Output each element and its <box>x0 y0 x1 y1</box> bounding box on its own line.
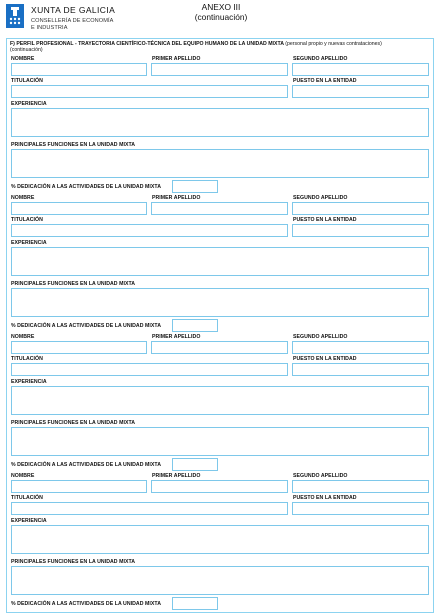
segundo-apellido-field[interactable] <box>292 341 429 354</box>
annex-title: ANEXO III <box>201 2 241 12</box>
nombre-field[interactable] <box>11 341 147 354</box>
person-block-1 <box>0 56 439 206</box>
section-title-text: F) PERFIL PROFESIONAL - TRAYECTORIA CIENTÍFICO-TÉCNICA DEL EQUIPO HUMANO DE LA UNIDAD MIXTA <box>10 41 284 47</box>
label-segundo-apellido: SEGUNDO APELLIDO <box>293 56 348 62</box>
annex-heading <box>185 3 257 22</box>
label-experiencia: EXPERIENCIA <box>11 518 47 524</box>
nombre-field[interactable] <box>11 63 147 76</box>
titulacion-field[interactable] <box>11 85 288 98</box>
section-continuation: (continuación) <box>10 47 43 54</box>
label-titulacion: TITULACIÓN <box>11 495 43 501</box>
dedicacion-field[interactable] <box>172 597 218 610</box>
dedicacion-field[interactable] <box>172 180 218 193</box>
primer-apellido-field[interactable] <box>151 202 288 215</box>
label-experiencia: EXPERIENCIA <box>11 379 47 385</box>
label-primer-apellido: PRIMER APELLIDO <box>152 195 201 201</box>
label-puesto: PUESTO EN LA ENTIDAD <box>293 78 357 84</box>
experiencia-field[interactable] <box>11 525 429 554</box>
section-title <box>10 41 430 54</box>
nombre-field[interactable] <box>11 480 147 493</box>
titulacion-field[interactable] <box>11 502 288 515</box>
person-block-2 <box>0 195 439 345</box>
titulacion-field[interactable] <box>11 224 288 237</box>
label-puesto: PUESTO EN LA ENTIDAD <box>293 356 357 362</box>
experiencia-field[interactable] <box>11 247 429 276</box>
label-primer-apellido: PRIMER APELLIDO <box>152 56 201 62</box>
label-titulacion: TITULACIÓN <box>11 217 43 223</box>
logo-subtitle-1: CONSELLERÍA DE ECONOMÍA <box>31 18 114 24</box>
logo-title: XUNTA DE GALICIA <box>31 5 116 15</box>
label-segundo-apellido: SEGUNDO APELLIDO <box>293 473 348 479</box>
funciones-field[interactable] <box>11 149 429 178</box>
label-nombre: NOMBRE <box>11 334 35 340</box>
label-dedicacion: % DEDICACIÓN A LAS ACTIVIDADES DE LA UNIDAD MIXTA <box>11 601 162 607</box>
xunta-logo <box>6 4 146 32</box>
label-primer-apellido: PRIMER APELLIDO <box>152 473 201 479</box>
segundo-apellido-field[interactable] <box>292 63 429 76</box>
dedicacion-field[interactable] <box>172 319 218 332</box>
funciones-field[interactable] <box>11 566 429 595</box>
funciones-field[interactable] <box>11 427 429 456</box>
label-funciones: PRINCIPALES FUNCIONES EN LA UNIDAD MIXTA <box>11 142 136 148</box>
label-segundo-apellido: SEGUNDO APELLIDO <box>293 334 348 340</box>
label-puesto: PUESTO EN LA ENTIDAD <box>293 217 357 223</box>
label-dedicacion: % DEDICACIÓN A LAS ACTIVIDADES DE LA UNIDAD MIXTA <box>11 323 162 329</box>
label-experiencia: EXPERIENCIA <box>11 101 47 107</box>
experiencia-field[interactable] <box>11 386 429 415</box>
label-dedicacion: % DEDICACIÓN A LAS ACTIVIDADES DE LA UNIDAD MIXTA <box>11 184 162 190</box>
label-primer-apellido: PRIMER APELLIDO <box>152 334 201 340</box>
puesto-field[interactable] <box>292 224 429 237</box>
segundo-apellido-field[interactable] <box>292 202 429 215</box>
label-puesto: PUESTO EN LA ENTIDAD <box>293 495 357 501</box>
label-funciones: PRINCIPALES FUNCIONES EN LA UNIDAD MIXTA <box>11 420 136 426</box>
label-nombre: NOMBRE <box>11 195 35 201</box>
annex-subtitle: (continuación) <box>194 11 248 22</box>
primer-apellido-field[interactable] <box>151 63 288 76</box>
primer-apellido-field[interactable] <box>151 480 288 493</box>
label-titulacion: TITULACIÓN <box>11 78 43 84</box>
nombre-field[interactable] <box>11 202 147 215</box>
label-dedicacion: % DEDICACIÓN A LAS ACTIVIDADES DE LA UNIDAD MIXTA <box>11 462 162 468</box>
person-block-3 <box>0 334 439 484</box>
puesto-field[interactable] <box>292 502 429 515</box>
label-titulacion: TITULACIÓN <box>11 356 43 362</box>
dedicacion-field[interactable] <box>172 458 218 471</box>
label-funciones: PRINCIPALES FUNCIONES EN LA UNIDAD MIXTA <box>11 559 136 565</box>
person-block-4 <box>0 473 439 615</box>
section-title-note: (personal propio y nuevas contrataciones) <box>285 41 382 47</box>
label-nombre: NOMBRE <box>11 473 35 479</box>
label-segundo-apellido: SEGUNDO APELLIDO <box>293 195 348 201</box>
label-funciones: PRINCIPALES FUNCIONES EN LA UNIDAD MIXTA <box>11 281 136 287</box>
segundo-apellido-field[interactable] <box>292 480 429 493</box>
puesto-field[interactable] <box>292 85 429 98</box>
titulacion-field[interactable] <box>11 363 288 376</box>
logo-subtitle-2: E INDUSTRIA <box>31 25 68 31</box>
xunta-emblem-icon <box>6 4 24 28</box>
primer-apellido-field[interactable] <box>151 341 288 354</box>
experiencia-field[interactable] <box>11 108 429 137</box>
puesto-field[interactable] <box>292 363 429 376</box>
label-experiencia: EXPERIENCIA <box>11 240 47 246</box>
funciones-field[interactable] <box>11 288 429 317</box>
label-nombre: NOMBRE <box>11 56 35 62</box>
